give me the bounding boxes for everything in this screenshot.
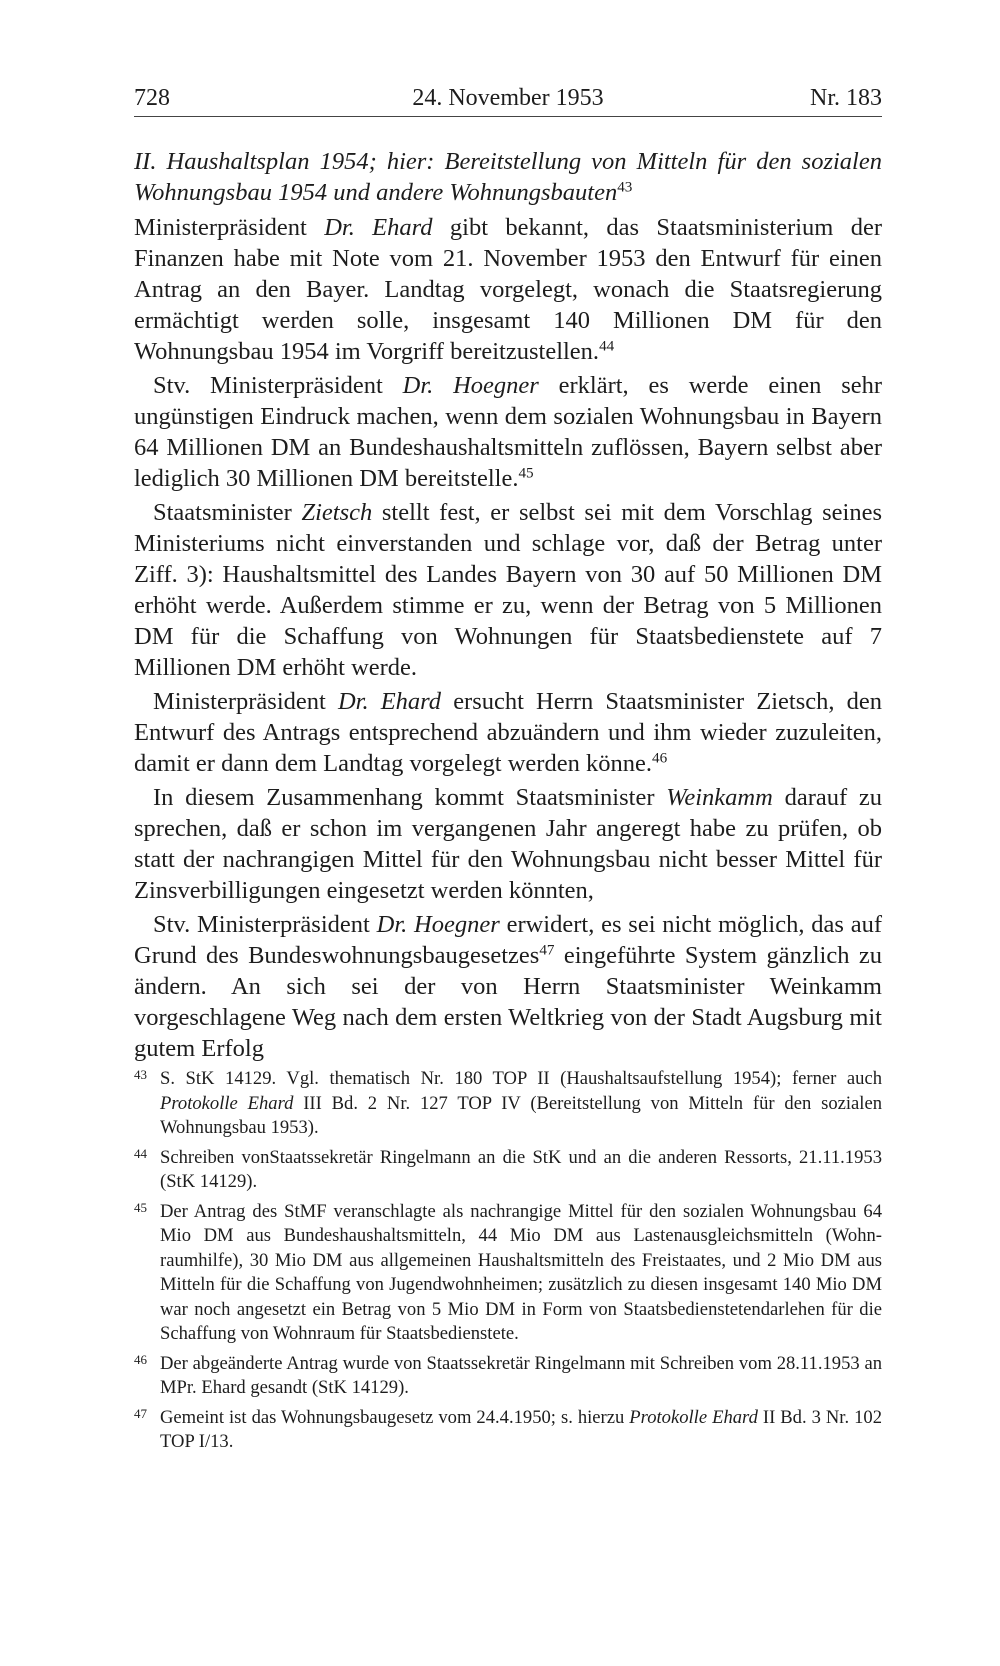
speaker-name: Weinkamm [666,784,773,811]
footnote-47-text-a: Gemeint ist das Wohnungsbaugesetz vom 24.4.1950; s. hierzu [160,1406,630,1428]
footnote-number: 46 [134,1351,147,1367]
footnote-46-text: Der abgeänderte Antrag wurde von Staatssekretär Ringelmann mit Schreiben vom 28.11.1953 an MPr. Ehard gesandt (StK 14129). [160,1352,882,1398]
paragraph-4-text-a: Ministerpräsident [153,688,338,715]
footnote-ref-44[interactable]: 44 [599,337,615,355]
footnote-ref-46[interactable]: 46 [651,749,668,767]
paragraph-6-text-a: Stv. Ministerpräsident [153,911,377,938]
header-date: 24. November 1953 [412,85,604,111]
footnote-47-text-b: II Bd. 3 Nr. 102 TOP I/13. [160,1406,883,1452]
footnote-45 [134,1200,882,1347]
paragraph-3 [134,497,882,683]
speaker-name: Dr. Ehard [337,688,442,715]
paragraph-3-text-a: Staatsminister [153,499,302,526]
footnote-47 [134,1406,882,1455]
footnote-ref-47[interactable]: 47 [539,941,555,959]
paragraph-1 [134,212,882,367]
footnote-number: 45 [134,1199,147,1215]
page-number: 728 [134,85,170,111]
footnote-46 [134,1352,882,1401]
footnote-43-text-a: S. StK 14129. Vgl. thematisch Nr. 180 TOP II (Haushaltsaufstellung 1954); ferner auch [160,1068,882,1089]
footnote-45-text: Der Antrag des StMF veranschlagte als nachrangige Mittel für den sozialen Wohnungsbau 64 Mio DM aus Bundeshaushaltsmitteln, 44 Mio DM aus Lastenausgleichsmitteln (Wohnraumhilfe), 30 Mio DM aus allgemeinen Haushaltsmitteln des Freistaates, und 2 Mio DM aus Mitteln für die Schaffung von Jugendwohnheimen; zusätzlich zu diesen insgesamt 140 Mio DM war noch angesetzt ein Betrag von 5 Mio DM in Form von Staatsbedienstetendarlehen für die Schaffung von Wohnraum für Staatsbedienstete. [160,1200,882,1344]
footnote-43 [134,1067,882,1141]
paragraph-4 [134,686,882,779]
paragraph-5 [134,782,882,906]
footnote-44-text: Schreiben vonStaatssekretär Ringelmann an die StK und an die anderen Ressorts, 21.11.1953 (StK 14129). [160,1146,882,1192]
footnote-44 [134,1146,882,1195]
paragraph-2-text-a: Stv. Ministerpräsident [153,372,403,399]
citation-title: Protokolle Ehard [160,1092,294,1114]
citation-title: Protokolle Ehard [629,1406,758,1428]
paragraph-2 [134,370,882,494]
paragraph-5-text-a: In diesem Zusammenhang kommt Staatsminister [153,784,667,811]
footnote-number: 44 [134,1145,147,1161]
paragraph-6-text-b: erwidert, es sei nicht möglich, das auf Grund des Bundeswohnungsbaugesetzes [134,911,882,969]
speaker-name: Zietsch [301,499,373,526]
paragraph-2-text-b: erklärt, es werde einen sehr ungünstigen Eindruck machen, wenn dem sozialen Wohnungsbau in Bayern 64 Millionen DM an Bundeshaushaltsmitteln zuflössen, Bayern selbst aber lediglich 30 Millionen DM bereitstelle. [134,372,883,492]
paragraph-6 [134,909,882,1064]
paragraph-5-text-b: darauf zu sprechen, daß er schon im vergangenen Jahr angeregt habe zu prüfen, ob statt der nachrangigen Mittel für den Wohnungsbau nicht besser Mittel für Zinsverbilligungen eingesetzt werden könnten, [134,784,882,904]
paragraph-6-text-c: eingeführte System gänzlich zu ändern. An sich sei der von Herrn Staatsminister Weinkamm vorgeschlagene Weg nach dem ersten Weltkrieg von der Stadt Augsburg mit gutem Erfolg [134,942,882,1062]
speaker-name: Dr. Hoegner [402,372,539,399]
main-text [134,146,882,1067]
paragraph-1-text-b: gibt bekannt, das Staatsministerium der Finanzen habe mit Note vom 21. November 1953 den Entwurf für einen Antrag an den Bayer. Landtag vorgelegt, wonach die Staatsregierung ermächtigt werden solle, insgesamt 140 Millionen DM für den Wohnungsbau 1954 im Vorgriff bereitzustellen. [134,214,882,365]
footnote-43-text-b: III Bd. 2 Nr. 127 TOP IV (Bereitstellung von Mitteln für den sozialen Wohnungsbau 1953). [160,1092,882,1138]
footnote-ref-43[interactable]: 43 [617,178,633,196]
footnote-number: 43 [134,1067,147,1082]
header-issue-number: Nr. 183 [810,85,882,111]
speaker-name: Dr. Ehard [324,214,433,241]
section-heading-text: II. Haushaltsplan 1954; hier: Bereitstellung von Mitteln für den sozialen Wohnungsbau 1954 und andere Wohnungsbauten [134,148,882,206]
footnote-ref-45[interactable]: 45 [518,464,534,482]
footnotes [134,1067,882,1460]
section-heading [134,146,882,208]
speaker-name: Dr. Hoegner [376,911,500,938]
running-header [134,80,882,117]
paragraph-3-text-b: stellt fest, er selbst sei mit dem Vorschlag seines Ministeriums nicht einverstanden und schlage vor, daß der Betrag unter Ziff. 3): Haushaltsmittel des Landes Bayern von 30 auf 50 Millionen DM erhöht werde. Außerdem stimme er zu, wenn der Betrag von 5 Millionen DM für die Schaffung von Wohnungen für Staatsbedienstete auf 7 Millionen DM erhöht werde. [134,499,882,681]
footnote-number: 47 [134,1405,147,1421]
paragraph-4-text-b: ersucht Herrn Staatsminister Zietsch, den Entwurf des Antrags entsprechend abzuändern und ihm wieder zuzuleiten, damit er dann dem Landtag vorgelegt werden könne. [134,688,882,777]
paragraph-1-text-a: Ministerpräsident [134,214,325,241]
